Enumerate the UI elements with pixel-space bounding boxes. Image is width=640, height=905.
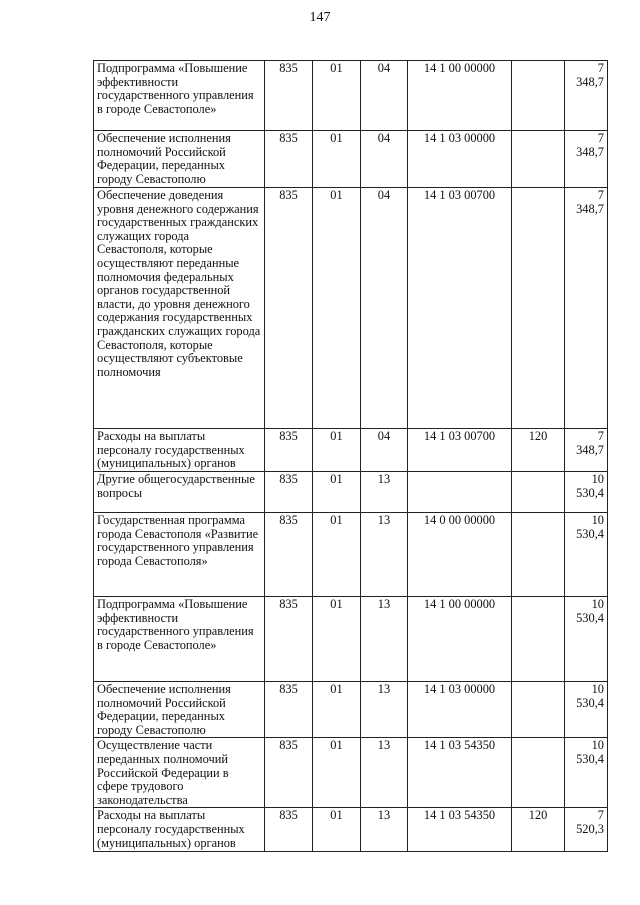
target-item-code-cell: 14 1 03 00700 bbox=[408, 188, 512, 429]
amount-cell: 10 530,4 bbox=[565, 472, 608, 513]
target-item-code-cell: 14 1 03 00000 bbox=[408, 682, 512, 738]
amount-cell: 7 348,7 bbox=[565, 61, 608, 131]
amount-cell: 7 348,7 bbox=[565, 188, 608, 429]
row-name-cell: Обеспечение доведения уровня денежного содержания государственных гражданских служащих города Севастополя, которые осуществляют переданные полномочия федеральных органов государственной власти, до уровня денежного содержания государственных гражданских служащих города Севастополя, которые осуществляют субъектовые полномочия bbox=[94, 188, 265, 429]
amount-cell: 7 520,3 bbox=[565, 808, 608, 852]
ved-code-cell: 835 bbox=[265, 61, 313, 131]
row-name-cell: Подпрограмма «Повышение эффективности государственного управления в городе Севастополе» bbox=[94, 61, 265, 131]
expense-type-code-cell bbox=[512, 131, 565, 188]
amount-cell: 7 348,7 bbox=[565, 429, 608, 472]
expense-type-code-cell bbox=[512, 682, 565, 738]
row-name-cell: Государственная программа города Севастополя «Развитие государственного управления города Севастополя» bbox=[94, 513, 265, 597]
ved-code-cell: 835 bbox=[265, 131, 313, 188]
ved-code-cell: 835 bbox=[265, 429, 313, 472]
target-item-code-cell bbox=[408, 472, 512, 513]
table-row bbox=[94, 513, 608, 597]
section-code-cell: 01 bbox=[313, 808, 361, 852]
subsection-code-cell: 04 bbox=[361, 131, 408, 188]
target-item-code-cell: 14 1 00 00000 bbox=[408, 597, 512, 682]
expense-type-code-cell bbox=[512, 472, 565, 513]
row-name-cell: Обеспечение исполнения полномочий Российской Федерации, переданных городу Севастополю bbox=[94, 682, 265, 738]
target-item-code-cell: 14 1 03 54350 bbox=[408, 738, 512, 808]
table-row bbox=[94, 188, 608, 429]
ved-code-cell: 835 bbox=[265, 738, 313, 808]
amount-cell: 7 348,7 bbox=[565, 131, 608, 188]
ved-code-cell: 835 bbox=[265, 808, 313, 852]
table-row bbox=[94, 472, 608, 513]
section-code-cell: 01 bbox=[313, 682, 361, 738]
section-code-cell: 01 bbox=[313, 738, 361, 808]
expense-type-code-cell bbox=[512, 61, 565, 131]
ved-code-cell: 835 bbox=[265, 188, 313, 429]
expense-type-code-cell: 120 bbox=[512, 808, 565, 852]
row-name-cell: Обеспечение исполнения полномочий Российской Федерации, переданных городу Севастополю bbox=[94, 131, 265, 188]
amount-cell: 10 530,4 bbox=[565, 513, 608, 597]
table-row bbox=[94, 682, 608, 738]
amount-cell: 10 530,4 bbox=[565, 738, 608, 808]
subsection-code-cell: 13 bbox=[361, 682, 408, 738]
expense-type-code-cell: 120 bbox=[512, 429, 565, 472]
row-name-cell: Расходы на выплаты персоналу государственных (муниципальных) органов bbox=[94, 429, 265, 472]
table-row bbox=[94, 61, 608, 131]
table-row bbox=[94, 808, 608, 852]
row-name-cell: Другие общегосударственные вопросы bbox=[94, 472, 265, 513]
target-item-code-cell: 14 1 03 00700 bbox=[408, 429, 512, 472]
ved-code-cell: 835 bbox=[265, 597, 313, 682]
section-code-cell: 01 bbox=[313, 472, 361, 513]
subsection-code-cell: 04 bbox=[361, 188, 408, 429]
section-code-cell: 01 bbox=[313, 429, 361, 472]
section-code-cell: 01 bbox=[313, 131, 361, 188]
subsection-code-cell: 13 bbox=[361, 738, 408, 808]
section-code-cell: 01 bbox=[313, 61, 361, 131]
target-item-code-cell: 14 1 03 00000 bbox=[408, 131, 512, 188]
row-name-cell: Осуществление части переданных полномочий Российской Федерации в сфере трудового законодательства bbox=[94, 738, 265, 808]
expense-type-code-cell bbox=[512, 513, 565, 597]
row-name-cell: Расходы на выплаты персоналу государственных (муниципальных) органов bbox=[94, 808, 265, 852]
subsection-code-cell: 13 bbox=[361, 808, 408, 852]
section-code-cell: 01 bbox=[313, 597, 361, 682]
subsection-code-cell: 13 bbox=[361, 513, 408, 597]
target-item-code-cell: 14 1 03 54350 bbox=[408, 808, 512, 852]
table-body bbox=[94, 61, 608, 852]
subsection-code-cell: 04 bbox=[361, 61, 408, 131]
expense-type-code-cell bbox=[512, 738, 565, 808]
target-item-code-cell: 14 1 00 00000 bbox=[408, 61, 512, 131]
section-code-cell: 01 bbox=[313, 188, 361, 429]
target-item-code-cell: 14 0 00 00000 bbox=[408, 513, 512, 597]
subsection-code-cell: 13 bbox=[361, 472, 408, 513]
subsection-code-cell: 13 bbox=[361, 597, 408, 682]
table-row bbox=[94, 738, 608, 808]
table-row bbox=[94, 131, 608, 188]
expense-type-code-cell bbox=[512, 188, 565, 429]
budget-table bbox=[93, 60, 608, 852]
ved-code-cell: 835 bbox=[265, 682, 313, 738]
section-code-cell: 01 bbox=[313, 513, 361, 597]
table-row bbox=[94, 597, 608, 682]
page-number: 147 bbox=[309, 10, 331, 25]
ved-code-cell: 835 bbox=[265, 513, 313, 597]
subsection-code-cell: 04 bbox=[361, 429, 408, 472]
row-name-cell: Подпрограмма «Повышение эффективности государственного управления в городе Севастополе» bbox=[94, 597, 265, 682]
amount-cell: 10 530,4 bbox=[565, 597, 608, 682]
amount-cell: 10 530,4 bbox=[565, 682, 608, 738]
expense-type-code-cell bbox=[512, 597, 565, 682]
table-row bbox=[94, 429, 608, 472]
ved-code-cell: 835 bbox=[265, 472, 313, 513]
